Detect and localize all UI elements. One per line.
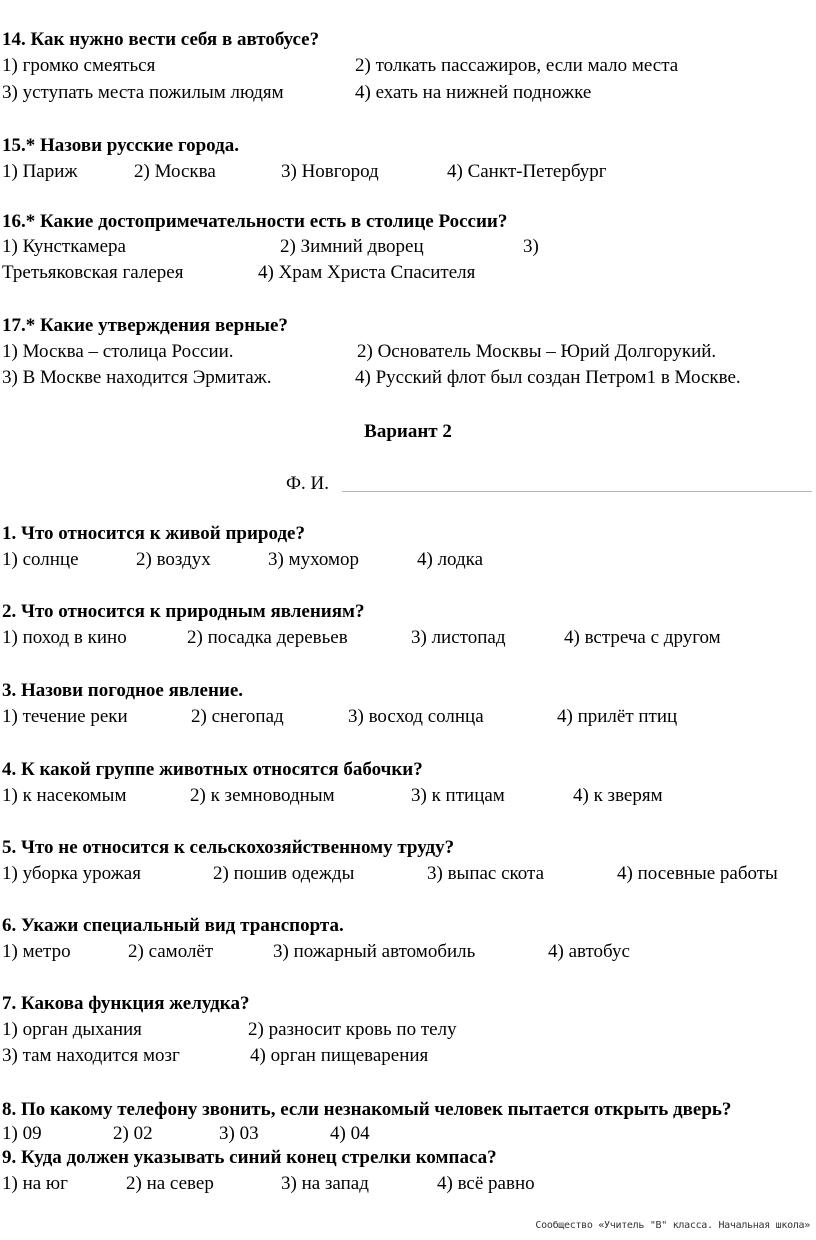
v2-q9-option-1: 1) на юг (2, 1173, 68, 1194)
v2-q9-title: 9. Куда должен указывать синий конец стрелки компаса? (2, 1147, 497, 1168)
v2-q8-option-2: 2) 02 (113, 1123, 153, 1144)
v2-q1-option-4: 4) лодка (417, 549, 484, 570)
v2-q6-option-1: 1) метро (2, 941, 71, 962)
v2-q7-option-1: 1) орган дыхания (2, 1019, 142, 1040)
q14-title: 14. Как нужно вести себя в автобусе? (2, 29, 320, 50)
fio-input-line[interactable] (342, 491, 812, 492)
v2-q4-option-2: 2) к земноводным (190, 785, 335, 806)
v2-q4-option-1: 1) к насекомым (2, 785, 127, 806)
v2-q7-option-3: 3) там находится мозг (2, 1045, 180, 1066)
v2-q1-option-1: 1) солнце (2, 549, 79, 570)
v2-q4-option-3: 3) к птицам (411, 785, 505, 806)
v2-q3-title: 3. Назови погодное явление. (2, 680, 244, 701)
q16-option-3-text: Третьяковская галерея (2, 262, 184, 283)
v2-q8-title: 8. По какому телефону звонить, если незнакомый человек пытается открыть дверь? (2, 1099, 732, 1120)
v2-q2-option-3: 3) листопад (411, 627, 506, 648)
v2-q6-option-2: 2) самолёт (128, 941, 214, 962)
v2-q5-option-3: 3) выпас скота (427, 863, 545, 884)
q15-option-3: 3) Новгород (281, 161, 379, 182)
q16-option-4: 4) Храм Христа Спасителя (258, 262, 476, 283)
v2-q9-option-2: 2) на север (126, 1173, 214, 1194)
v2-q4-title: 4. К какой группе животных относятся бабочки? (2, 759, 423, 780)
q14-option-4: 4) ехать на нижней подножке (355, 82, 592, 103)
variant-title: Вариант 2 (364, 421, 452, 442)
q17-option-3: 3) В Москве находится Эрмитаж. (2, 367, 272, 388)
q16-option-3-number: 3) (523, 236, 539, 257)
v2-q1-option-3: 3) мухомор (268, 549, 360, 570)
q16-option-2: 2) Зимний дворец (280, 236, 424, 257)
v2-q8-option-1: 1) 09 (2, 1123, 42, 1144)
q14-option-3: 3) уступать места пожилым людям (2, 82, 284, 103)
q14-option-2: 2) толкать пассажиров, если мало места (355, 55, 679, 76)
q17-option-4: 4) Русский флот был создан Петром1 в Москве. (355, 367, 741, 388)
q15-option-2: 2) Москва (134, 161, 216, 182)
v2-q6-option-4: 4) автобус (548, 941, 630, 962)
v2-q5-option-4: 4) посевные работы (617, 863, 778, 884)
v2-q2-title: 2. Что относится к природным явлениям? (2, 601, 365, 622)
q17-option-2: 2) Основатель Москвы – Юрий Долгорукий. (357, 341, 717, 362)
v2-q6-option-3: 3) пожарный автомобиль (273, 941, 476, 962)
v2-q3-option-2: 2) снегопад (191, 706, 284, 727)
q15-option-4: 4) Санкт-Петербург (447, 161, 607, 182)
q15-option-1: 1) Париж (2, 161, 78, 182)
v2-q7-title: 7. Какова функция желудка? (2, 993, 250, 1014)
v2-q6-title: 6. Укажи специальный вид транспорта. (2, 915, 344, 936)
v2-q1-title: 1. Что относится к живой природе? (2, 523, 305, 544)
v2-q3-option-3: 3) восход солнца (348, 706, 484, 727)
v2-q9-option-3: 3) на запад (281, 1173, 369, 1194)
v2-q5-option-1: 1) уборка урожая (2, 863, 141, 884)
q16-option-1: 1) Кунсткамера (2, 236, 126, 257)
v2-q2-option-1: 1) поход в кино (2, 627, 127, 648)
v2-q7-option-4: 4) орган пищеварения (250, 1045, 429, 1066)
fio-label: Ф. И. (286, 473, 329, 494)
v2-q8-option-4: 4) 04 (330, 1123, 370, 1144)
v2-q2-option-4: 4) встреча с другом (564, 627, 721, 648)
v2-q2-option-2: 2) посадка деревьев (187, 627, 348, 648)
q17-option-1: 1) Москва – столица России. (2, 341, 234, 362)
v2-q1-option-2: 2) воздух (136, 549, 211, 570)
q16-title: 16.* Какие достопримечательности есть в столице России? (2, 211, 508, 232)
v2-q5-title: 5. Что не относится к сельскохозяйственному труду? (2, 837, 455, 858)
v2-q9-option-4: 4) всё равно (437, 1173, 535, 1194)
v2-q4-option-4: 4) к зверям (573, 785, 663, 806)
v2-q8-option-3: 3) 03 (219, 1123, 259, 1144)
q14-option-1: 1) громко смеяться (2, 55, 156, 76)
q17-title: 17.* Какие утверждения верные? (2, 315, 288, 336)
v2-q5-option-2: 2) пошив одежды (213, 863, 355, 884)
footer-credit: Сообщество «Учитель "В" класса. Начальная школа» (535, 1220, 810, 1231)
v2-q7-option-2: 2) разносит кровь по телу (248, 1019, 457, 1040)
v2-q3-option-4: 4) прилёт птиц (557, 706, 678, 727)
q15-title: 15.* Назови русские города. (2, 135, 239, 156)
v2-q3-option-1: 1) течение реки (2, 706, 128, 727)
